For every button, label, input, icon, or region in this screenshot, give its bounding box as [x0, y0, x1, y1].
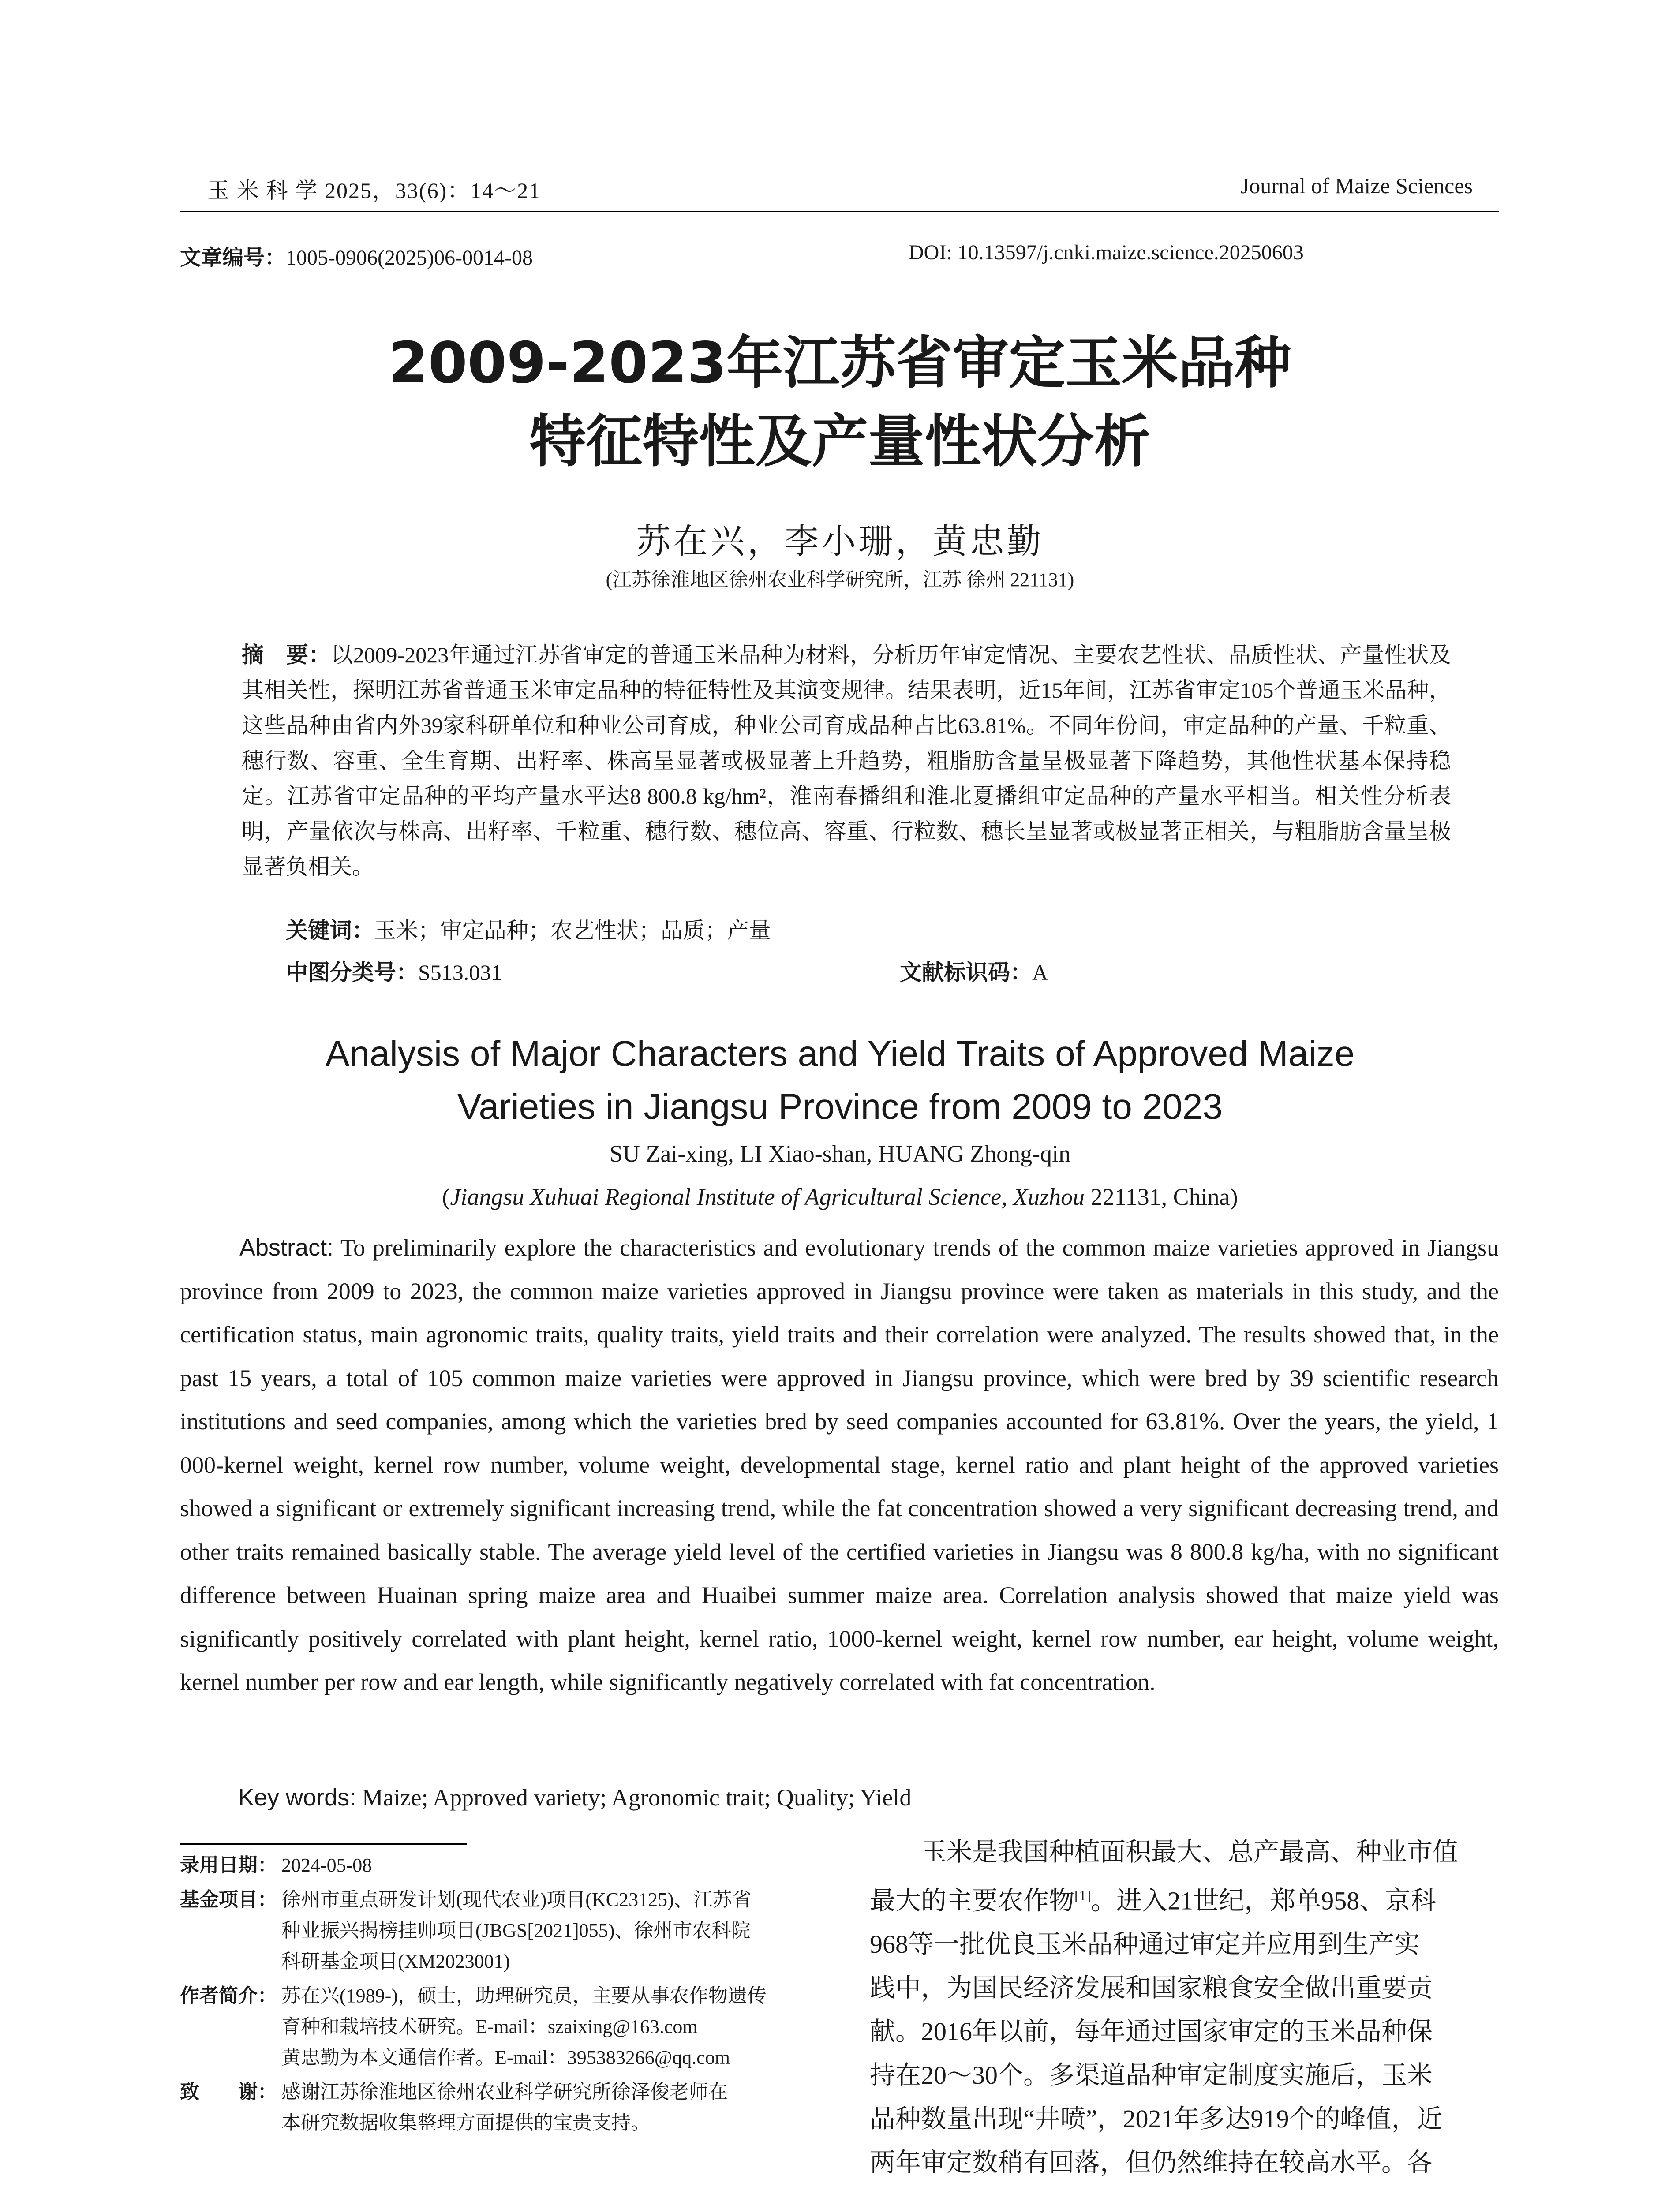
doccode-value: A — [1032, 960, 1048, 985]
doi: DOI: 10.13597/j.cnki.maize.science.20250603 — [909, 241, 1304, 264]
title-en-line2: Varieties in Jiangsu Province from 2009 to 2023 — [457, 1087, 1223, 1127]
author-bio-line: 黄忠勤为本文通信作者。E-mail：395383266@qq.com — [281, 2047, 730, 2068]
acknowledgement-label: 致 谢： — [180, 2081, 277, 2103]
funding — [180, 1884, 828, 1977]
acknowledgement — [180, 2077, 828, 2138]
document-code — [900, 955, 1048, 987]
body-line: 品种数量出现“井喷”，2021年多达919个的峰值，近 — [870, 2104, 1443, 2134]
body-line: 持在20～30个。多渠道品种审定制度实施后，玉米 — [870, 2061, 1433, 2090]
title-en-line1: Analysis of Major Characters and Yield Traits of Approved Maize — [325, 1034, 1355, 1074]
affiliation-en-city: Xuzhou — [1013, 1184, 1085, 1210]
body-line: 玉米是我国种植面积最大、总产最高、种业市值 — [870, 1838, 1459, 1866]
reference-marker[interactable]: [1] — [1074, 1888, 1091, 1903]
acknowledgement-line: 感谢江苏徐淮地区徐州农业科学研究所徐泽俊老师在 — [281, 2081, 728, 2103]
body-line-tail: 。进入21世纪，郑单958、京科 — [1091, 1886, 1437, 1915]
abstract-zh-label: 摘 要： — [242, 642, 331, 668]
funding-label: 基金项目： — [180, 1888, 277, 1911]
author-bio — [180, 1981, 828, 2073]
received-label: 录用日期： — [180, 1854, 277, 1876]
title-en — [0, 1028, 1680, 1133]
title-zh — [0, 324, 1680, 481]
keywords-zh — [286, 913, 771, 945]
acknowledgement-line: 本研究数据收集整理方面提供的宝贵支持。 — [281, 2112, 650, 2134]
abstract-en-label: Abstract: — [239, 1234, 334, 1261]
footnotes — [180, 1850, 828, 2142]
received-date — [180, 1850, 828, 1881]
clc-value: S513.031 — [418, 960, 502, 985]
abstract-zh-text: 以2009-2023年通过江苏省审定的普通玉米品种为材料，分析历年审定情况、主要农艺性状、品质性状、产量性状及其相关性，探明江苏省普通玉米审定品种的特征特性及其演变规律。结果表明，近15年间，江苏省审定105个普通玉米品种，这些品种由省内外39家科研单位和种业公司育成，种业公司育成品种占比63.81%。不同年份间，审定品种的产量、千粒重、穗行数、容重、全生育期、出籽率、株高呈显著或极显著上升趋势，粗脂肪含量呈极显著下降趋势，其他性状基本保持稳定。江苏省审定品种的平均产量水平达8 800.8 kg/hm²，淮南春播组和淮北夏播组审定品种的产量水平相当。相关性分析表明，产量依次与株高、出籽率、千粒重、穗行数、穗位高、容重、行粒数、穗长呈显著或极显著正相关，与粗脂肪含量呈极显著负相关。 — [242, 643, 1451, 879]
keywords-en-value: Maize; Approved variety; Agronomic trait; Quality; Yield — [362, 1784, 912, 1811]
article-id — [180, 240, 533, 271]
affiliation-en-rest: 221131, China) — [1085, 1184, 1238, 1210]
author-bio-line: 育种和栽培技术研究。E-mail：szaixing@163.com — [281, 2016, 698, 2037]
body-line — [870, 1874, 1501, 1922]
header-rule — [180, 211, 1499, 212]
body-line-text: 最大的主要农作物 — [870, 1886, 1075, 1915]
received-value: 2024-05-08 — [281, 1854, 372, 1876]
clc-label: 中图分类号： — [286, 960, 418, 985]
article-id-label: 文章编号： — [180, 245, 286, 270]
abstract-zh — [242, 637, 1451, 884]
running-head-right: Journal of Maize Sciences — [1240, 173, 1473, 198]
affiliation-en-institute: Jiangsu Xuhuai Regional Institute of Agricultural Science — [450, 1184, 1002, 1210]
funding-line: 种业振兴揭榜挂帅项目(JBGS[2021]055)、徐州市农科院 — [281, 1920, 751, 1941]
funding-line: 徐州市重点研发计划(现代农业)项目(KC23125)、江苏省 — [281, 1889, 752, 1910]
footnote-rule — [180, 1843, 467, 1845]
abstract-en-text: To preliminarily explore the characteristics and evolutionary trends of the common maize varieties approved in Jiangsu province from 2009 to 2023, the common maize varieties approved in Jiangsu province were taken as materials in this study, and the certification status, main agronomic traits, quality traits, yield traits and their correlation were analyzed. The results showed that, in the past 15 years, a total of 105 common maize varieties were approved in Jiangsu province, which were bred by 39 scientific research institutions and seed companies, among which the varieties bred by seed companies accounted for 63.81%. Over the years, the yield, 1 000-kernel weight, kernel row number, volume weight, developmental stage, kernel ratio and plant height of the approved varieties showed a significant or extremely significant increasing trend, while the fat concentration showed a very significant decreasing trend, and other traits remained basically stable. The average yield level of the certified varieties in Jiangsu was 8 800.8 kg/ha, with no significant difference between Huainan spring maize area and Huaibei summer maize area. Correlation analysis showed that maize yield was significantly positively correlated with plant height, kernel ratio, 1000-kernel weight, kernel row number, ear height, volume weight, kernel number per row and ear length, while significantly negatively correlated with fat concentration. — [180, 1234, 1499, 1695]
author-bio-label: 作者简介： — [180, 1984, 277, 2007]
affiliation-en: (Jiangsu Xuhuai Regional Institute of Agricultural Science, Xuzhou 221131, China) — [442, 1184, 1238, 1210]
keywords-zh-label: 关键词： — [286, 918, 374, 943]
body-line: 献。2016年以前，每年通过国家审定的玉米品种保 — [870, 2017, 1433, 2046]
body-line: 践中，为国民经济发展和国家粮食安全做出重要贡 — [870, 1973, 1433, 2003]
body-line: 968等一批优良玉米品种通过审定并应用到生产实 — [870, 1930, 1420, 1959]
keywords-en-label: Key words: — [238, 1784, 356, 1811]
keywords-zh-value: 玉米；审定品种；农艺性状；品质；产量 — [374, 918, 771, 943]
article-id-value: 1005-0906(2025)06-0014-08 — [286, 246, 533, 269]
running-head-left: 玉 米 科 学 2025，33(6)：14～21 — [207, 178, 541, 203]
title-zh-line2: 特征特性及产量性状分析 — [529, 409, 1151, 475]
authors-zh: 苏在兴，李小珊，黄忠勤 — [636, 522, 1044, 561]
authors-en: SU Zai-xing, LI Xiao-shan, HUANG Zhong-qin — [609, 1140, 1071, 1167]
funding-line: 科研基金项目(XM2023001) — [281, 1951, 510, 1972]
affiliation-zh: (江苏徐淮地区徐州农业科学研究所，江苏 徐州 221131) — [606, 569, 1074, 590]
clc-number — [286, 955, 502, 987]
doccode-label: 文献标识码： — [900, 960, 1032, 985]
abstract-en — [180, 1226, 1499, 1704]
title-zh-line1: 2009-2023年江苏省审定玉米品种 — [389, 330, 1291, 396]
body-text — [870, 1830, 1501, 2184]
keywords-en — [238, 1784, 911, 1811]
author-bio-line: 苏在兴(1989-)，硕士，助理研究员，主要从事农作物遗传 — [281, 1985, 767, 2007]
body-line: 两年审定数稍有回落，但仍然维持在较高水平。各 — [870, 2148, 1433, 2177]
